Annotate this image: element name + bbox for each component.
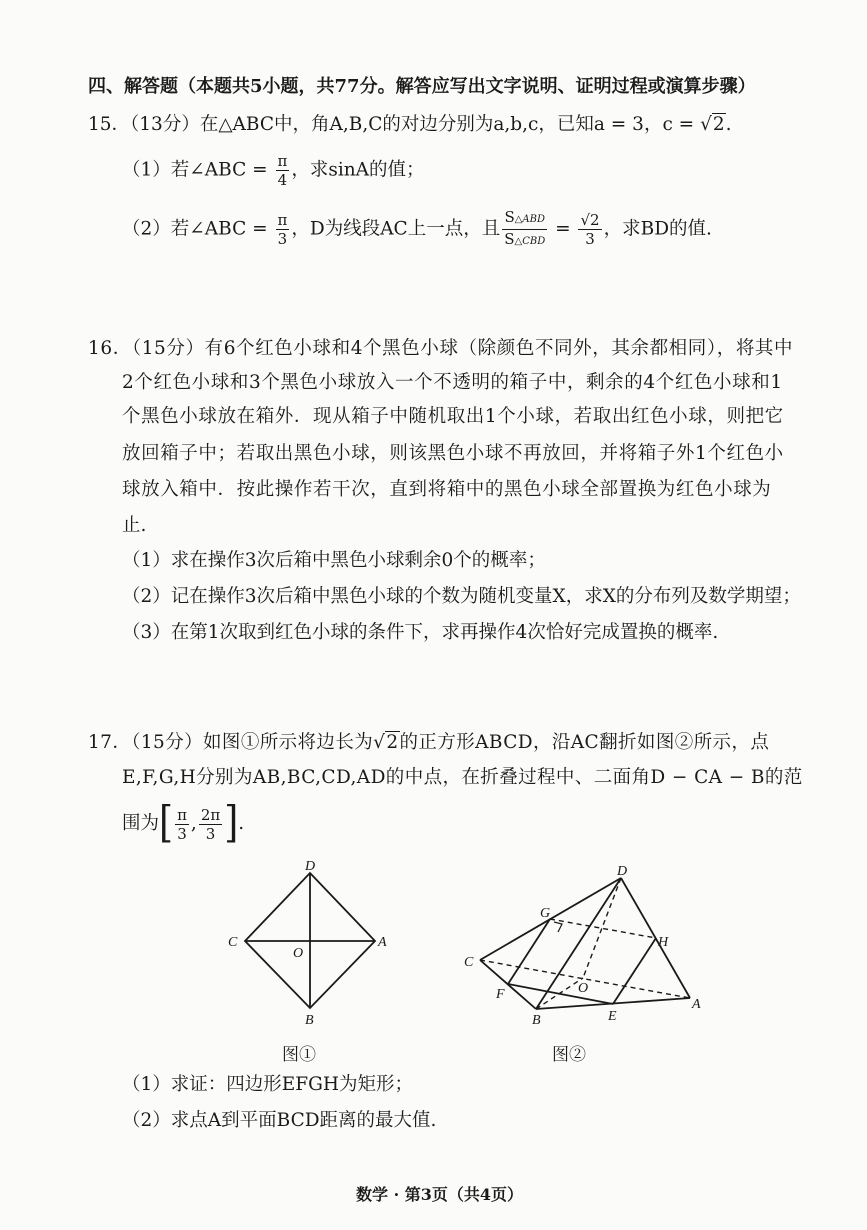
label-a: A — [692, 997, 701, 1012]
fraction: $\frac{2\pi}{3}$ — [200, 805, 221, 843]
fraction: $\frac{\pi}{4}$ — [277, 152, 288, 189]
fraction: $\frac{\pi}{3}$ — [277, 211, 288, 248]
q15-part1: （1）若∠ABC = $\frac{\pi}{4}$ ，求sinA的值； — [122, 152, 425, 189]
q16-line-4: 放回箱子中；若取出黑色小球，则该黑色小球不再放回，并将箱子外1个红色小 — [122, 443, 784, 464]
q16-part2: （2）记在操作3次后箱中黑色小球的个数为随机变量X，求X的分布列及数学期望； — [122, 586, 801, 607]
segment-fe — [508, 984, 613, 1004]
q16-line-6: 止. — [122, 515, 147, 536]
left-bracket: [ — [159, 798, 174, 848]
figure-1-square — [220, 858, 390, 1028]
section-header: 四、解答题（本题共5小题，共77分。解答应写出文字说明、证明过程或演算步骤） — [88, 76, 756, 97]
q15-part2: （2）若∠ABC = $\frac{\pi}{3}$ ，D为线段AC上一点，且 $\frac{\text{S△ABD}}{\text{S△CBD}}$ = $\frac{√2}{3}$ ，求BD的值. — [122, 208, 712, 251]
figure-1-caption: 图① — [282, 1045, 316, 1065]
q15-intro: 15．（13分）在△ABC中，角A,B,C的对边分别为a,b,c，已知a = 3，c = √2. — [88, 112, 732, 138]
label-g: G — [540, 906, 551, 921]
hidden-segment-gh — [550, 919, 656, 938]
label-c: C — [464, 955, 474, 970]
sqrt-sign: √2 — [700, 114, 725, 135]
q17-part2: （2）求点A到平面BCD距离的最大值. — [122, 1110, 437, 1131]
page-footer: 数学 · 第3页（共4页） — [356, 1185, 523, 1204]
q17-part1: （1）求证：四边形EFGH为矩形； — [122, 1074, 414, 1095]
sqrt-sign: √2 — [373, 732, 399, 753]
hidden-segment-bo — [536, 978, 583, 1009]
q16-line-5: 球放入箱中．按此操作若干次，直到将箱中的黑色小球全部置换为红色小球为 — [122, 479, 772, 500]
label-d: D — [305, 859, 316, 874]
q16-line-1: 16．（15分）有6个红色小球和4个黑色小球（除颜色不同外，其余都相同），将其中 — [88, 338, 794, 359]
q16-part3: （3）在第1次取到红色小球的条件下，求再操作4次恰好完成置换的概率. — [122, 622, 719, 643]
right-angle-mark — [554, 922, 562, 932]
figure-2-folded — [458, 862, 708, 1032]
segment-he — [613, 938, 656, 1004]
right-bracket: ] — [224, 798, 239, 848]
label-a: A — [378, 935, 387, 950]
fraction: $\frac{\pi}{3}$ — [177, 805, 187, 843]
label-h: H — [658, 935, 669, 950]
label-d: D — [617, 864, 628, 879]
q16-part1: （1）求在操作3次后箱中黑色小球剩余0个的概率； — [122, 550, 546, 571]
q16-line-2: 2个红色小球和3个黑色小球放入一个不透明的箱子中，剩余的4个红色小球和1 — [122, 372, 783, 393]
q16-line-3: 个黑色小球放在箱外．现从箱子中随机取出1个小球，若取出红色小球，则把它 — [122, 406, 784, 427]
q17-line-2: E,F,G,H分别为AB,BC,CD,AD的中点，在折叠过程中、二面角D − CA − B的范 — [122, 767, 803, 788]
label-o: O — [293, 946, 304, 961]
label-e: E — [608, 1009, 617, 1024]
label-f: F — [496, 987, 505, 1002]
segment-gf — [508, 919, 550, 984]
q17-line-3: 围为[ $\frac{\pi}{3}$ , $\frac{2\pi}{3}$ ]. — [122, 798, 245, 848]
label-c: C — [228, 935, 238, 950]
fraction: $\frac{√2}{3}$ — [580, 211, 600, 248]
figure-2-caption: 图② — [552, 1045, 586, 1065]
label-b: B — [305, 1013, 314, 1028]
label-o: O — [578, 981, 589, 996]
area-ratio: $\frac{\text{S△ABD}}{\text{S△CBD}}$ — [504, 208, 546, 248]
label-b: B — [532, 1013, 541, 1028]
q17-line-1: 17．（15分）如图①所示将边长为√2的正方形ABCD，沿AC翻折如图②所示，点 — [88, 730, 769, 756]
